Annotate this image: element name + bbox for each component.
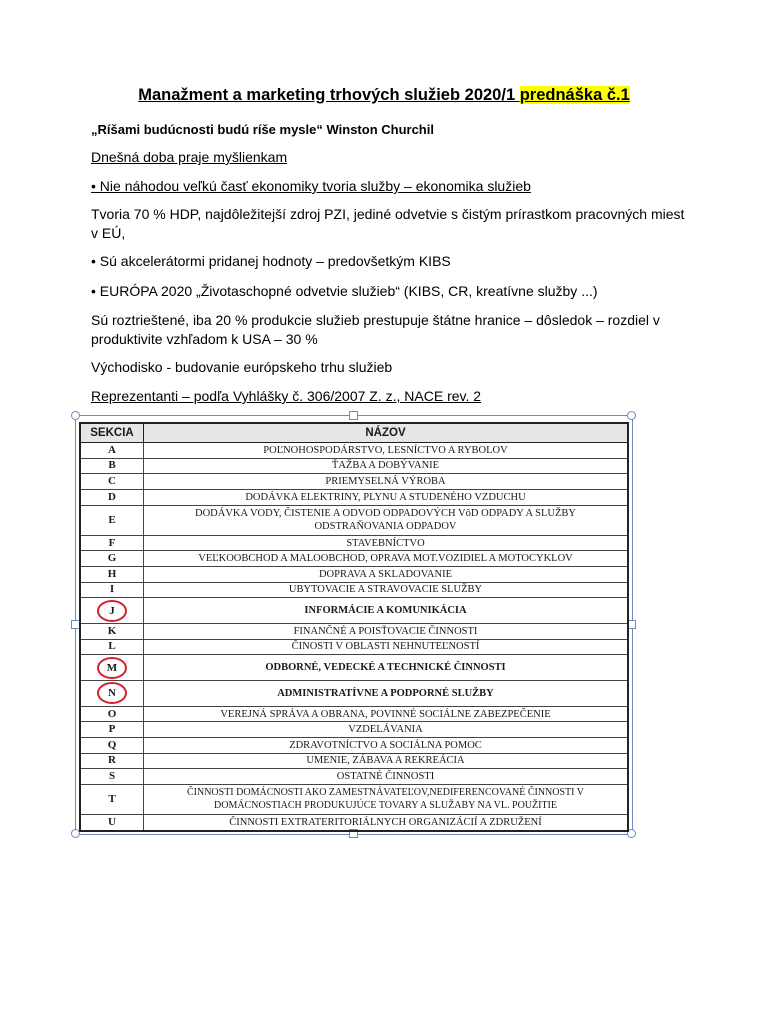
- red-circle-mark: M: [97, 657, 127, 679]
- paragraph-gdp: Tvoria 70 % HDP, najdôležitejší zdroj PZI, jediné odvetvie s čistým prírastkom pracovných miest v EÚ,: [91, 206, 685, 241]
- table-row: [80, 737, 628, 753]
- section-code: R: [80, 753, 144, 769]
- section-code: H: [80, 567, 144, 583]
- table-row: [80, 474, 628, 490]
- section-code-circled: [80, 655, 144, 681]
- section-code: L: [80, 639, 144, 655]
- section-name: VEĽKOOBCHOD A MALOOBCHOD, OPRAVA MOT.VOZIDIEL A MOTOCYKLOV: [144, 551, 629, 567]
- section-name: ZDRAVOTNÍCTVO A SOCIÁLNA POMOC: [144, 737, 629, 753]
- section-code: T: [80, 784, 144, 814]
- table-row: [80, 458, 628, 474]
- section-name: STAVEBNÍCTVO: [144, 535, 629, 551]
- section-name: DODÁVKA VODY, ČISTENIE A ODVOD ODPADOVÝCH VôD ODPADY A SLUŽBY ODSTRAŇOVANIA ODPADOV: [144, 505, 629, 535]
- table-row: [80, 624, 628, 640]
- resize-handle-top-right[interactable]: [627, 411, 636, 420]
- section-code: G: [80, 551, 144, 567]
- document-title: [0, 86, 768, 105]
- section-code: D: [80, 489, 144, 505]
- table-row: [80, 753, 628, 769]
- section-code: E: [80, 505, 144, 535]
- section-name: ODBORNÉ, VEDECKÉ A TECHNICKÉ ČINNOSTI: [144, 655, 629, 681]
- resize-handle-top-left[interactable]: [71, 411, 80, 420]
- section-code-circled: [80, 598, 144, 624]
- table-row: [80, 567, 628, 583]
- section-name: PRIEMYSELNÁ VÝROBA: [144, 474, 629, 490]
- table-row: [80, 551, 628, 567]
- header-name: NÁZOV: [144, 423, 629, 443]
- paragraph-fragmented: Sú roztrieštené, iba 20 % produkcie služieb prestupuje štátne hranice – dôsledok – rozdiel v produktivite vzhľadom k USA – 30 %: [91, 312, 660, 347]
- section-code: S: [80, 769, 144, 785]
- section-name: ŤAŽBA A DOBÝVANIE: [144, 458, 629, 474]
- table-row-highlighted: [80, 598, 628, 624]
- red-circle-mark: N: [97, 682, 127, 704]
- section-name: DOPRAVA A SKLADOVANIE: [144, 567, 629, 583]
- title-text: Manažment a marketing trhových služieb 2020/1: [138, 86, 520, 104]
- section-code: K: [80, 624, 144, 640]
- section-name: ČINOSTI V OBLASTI NEHNUTEĽNOSTÍ: [144, 639, 629, 655]
- table-row: [80, 639, 628, 655]
- table-row: [80, 535, 628, 551]
- nace-sections-table: [79, 422, 629, 832]
- section-code: F: [80, 535, 144, 551]
- table-row: [80, 706, 628, 722]
- table-row-highlighted: [80, 680, 628, 706]
- section-name: ČINNOSTI DOMÁCNOSTI AKO ZAMESTNÁVATEĽOV,NEDIFERENCOVANÉ ČINNOSTI V DOMÁCNOSTIACH PRODUKUJÚCE TOVARY A SLUŽABY NA VL. POUŽITIE: [144, 784, 629, 814]
- section-code: C: [80, 474, 144, 490]
- section-name: POĽNOHOSPODÁRSTVO, LESNÍCTVO A RYBOLOV: [144, 443, 629, 459]
- section-name: DODÁVKA ELEKTRINY, PLYNU A STUDENÉHO VZDUCHU: [144, 489, 629, 505]
- title-highlight: prednáška č.1: [519, 86, 630, 104]
- section-code: U: [80, 815, 144, 831]
- section-code: Q: [80, 737, 144, 753]
- bullet-accelerators: • Sú akcelerátormi pridanej hodnoty – predovšetkým KIBS: [91, 253, 451, 269]
- bullet-services-economy: • Nie náhodou veľkú časť ekonomiky tvoria služby – ekonomika služieb: [91, 178, 531, 194]
- section-code: A: [80, 443, 144, 459]
- table-header-row: [80, 423, 628, 443]
- heading-representatives: Reprezentanti – podľa Vyhlášky č. 306/2007 Z. z., NACE rev. 2: [91, 388, 482, 404]
- bullet-europe-2020: • EURÓPA 2020 „Životaschopné odvetvie služieb“ (KIBS, CR, kreatívne služby ...): [91, 283, 598, 299]
- table-row: [80, 489, 628, 505]
- table-row: [80, 505, 628, 535]
- red-circle-mark: J: [97, 600, 127, 622]
- section-name: FINANČNÉ A POISŤOVACIE ČINNOSTI: [144, 624, 629, 640]
- table-row-highlighted: [80, 655, 628, 681]
- section-code: O: [80, 706, 144, 722]
- section-name: VEREJNÁ SPRÁVA A OBRANA, POVINNÉ SOCIÁLNE ZABEZPEČENIE: [144, 706, 629, 722]
- table-row: [80, 769, 628, 785]
- section-code: B: [80, 458, 144, 474]
- section-name: ADMINISTRATÍVNE A PODPORNÉ SLUŽBY: [144, 680, 629, 706]
- section-code: I: [80, 582, 144, 598]
- section-name: UBYTOVACIE A STRAVOVACIE SLUŽBY: [144, 582, 629, 598]
- section-name: OSTATNÉ ČINNOSTI: [144, 769, 629, 785]
- table-row: [80, 722, 628, 738]
- section-code-circled: [80, 680, 144, 706]
- section-code: P: [80, 722, 144, 738]
- section-name: UMENIE, ZÁBAVA A REKREÁCIA: [144, 753, 629, 769]
- section-name: INFORMÁCIE A KOMUNIKÁCIA: [144, 598, 629, 624]
- heading-today: Dnešná doba praje myšlienkam: [91, 149, 288, 165]
- table-row: [80, 582, 628, 598]
- paragraph-starting-point: Východisko - budovanie európskeho trhu služieb: [91, 359, 393, 375]
- quote-text: „Ríšami budúcnosti budú ríše mysle“ Winston Churchil: [91, 122, 434, 137]
- resize-handle-top[interactable]: [349, 411, 358, 420]
- section-name: VZDELÁVANIA: [144, 722, 629, 738]
- table-row: [80, 443, 628, 459]
- table-row: [80, 815, 628, 831]
- table-row: [80, 784, 628, 814]
- header-code: SEKCIA: [80, 423, 144, 443]
- section-name: ČINNOSTI EXTRATERITORIÁLNYCH ORGANIZÁCIÍ A ZDRUŽENÍ: [144, 815, 629, 831]
